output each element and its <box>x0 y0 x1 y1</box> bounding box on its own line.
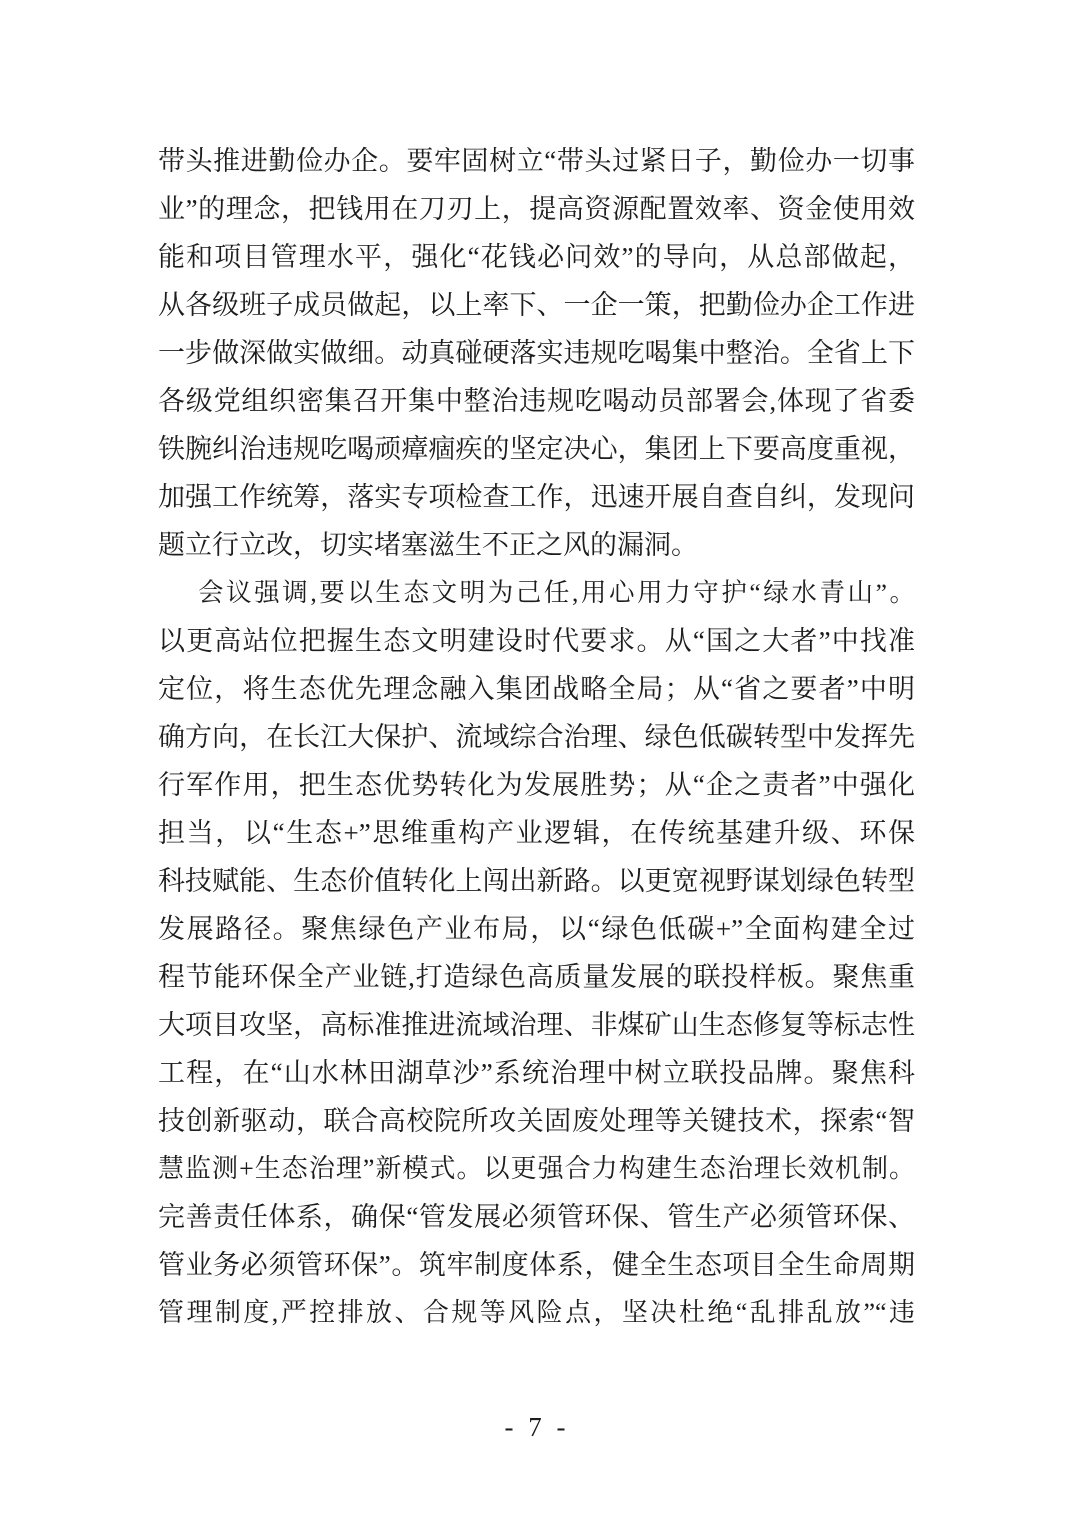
text-line: 会议强调,要以生态文明为己任,用心用力守护“绿水青山”。 <box>198 578 915 607</box>
text-line: 担当，以“生态+”思维重构产业逻辑，在传统基建升级、环保 <box>158 818 915 848</box>
text-line: 管理制度,严控排放、合规等风险点，坚决杜绝“乱排乱放”“违 <box>158 1298 915 1327</box>
text-line: 技创新驱动，联合高校院所攻关固废处理等关键技术，探索“智 <box>158 1106 915 1136</box>
text-line: 定位，将生态优先理念融入集团战略全局；从“省之要者”中明 <box>158 674 915 704</box>
paragraph-2 <box>158 569 915 1337</box>
text-line: 加强工作统筹，落实专项检查工作，迅速开展自查自纠，发现问 <box>158 482 915 512</box>
text-line: 带头推进勤俭办企。要牢固树立“带头过紧日子，勤俭办一切事 <box>158 146 915 176</box>
document-text-block <box>158 137 915 1337</box>
text-line: 行军作用，把生态优势转化为发展胜势；从“企之责者”中强化 <box>158 770 915 800</box>
text-line: 业”的理念，把钱用在刀刃上，提高资源配置效率、资金使用效 <box>158 194 915 224</box>
text-line: 一步做深做实做细。动真碰硬落实违规吃喝集中整治。全省上下 <box>158 338 915 368</box>
text-line: 从各级班子成员做起，以上率下、一企一策，把勤俭办企工作进 <box>158 290 915 320</box>
text-line: 慧监测+生态治理”新模式。以更强合力构建生态治理长效机制。 <box>158 1154 915 1183</box>
text-line: 发展路径。聚焦绿色产业布局，以“绿色低碳+”全面构建全过 <box>158 914 915 944</box>
text-line: 以更高站位把握生态文明建设时代要求。从“国之大者”中找准 <box>158 626 915 656</box>
text-line: 大项目攻坚，高标准推进流域治理、非煤矿山生态修复等标志性 <box>158 1010 915 1040</box>
text-line: 题立行立改，切实堵塞滋生不正之风的漏洞。 <box>158 530 698 560</box>
text-line: 程节能环保全产业链,打造绿色高质量发展的联投样板。聚焦重 <box>158 962 915 992</box>
page-number: - 7 - <box>504 1412 570 1442</box>
text-line: 完善责任体系，确保“管发展必须管环保、管生产必须管环保、 <box>158 1202 915 1232</box>
text-line: 管业务必须管环保”。筑牢制度体系，健全生态项目全生命周期 <box>158 1250 915 1280</box>
text-line: 能和项目管理水平，强化“花钱必问效”的导向，从总部做起， <box>158 242 915 272</box>
text-line: 各级党组织密集召开集中整治违规吃喝动员部署会,体现了省委 <box>158 386 915 416</box>
text-line: 工程，在“山水林田湖草沙”系统治理中树立联投品牌。聚焦科 <box>158 1058 915 1088</box>
paragraph-1 <box>158 137 915 569</box>
text-line: 铁腕纠治违规吃喝顽瘴痼疾的坚定决心，集团上下要高度重视， <box>158 434 915 464</box>
text-line: 科技赋能、生态价值转化上闯出新路。以更宽视野谋划绿色转型 <box>158 866 915 896</box>
text-line: 确方向，在长江大保护、流域综合治理、绿色低碳转型中发挥先 <box>158 722 915 752</box>
